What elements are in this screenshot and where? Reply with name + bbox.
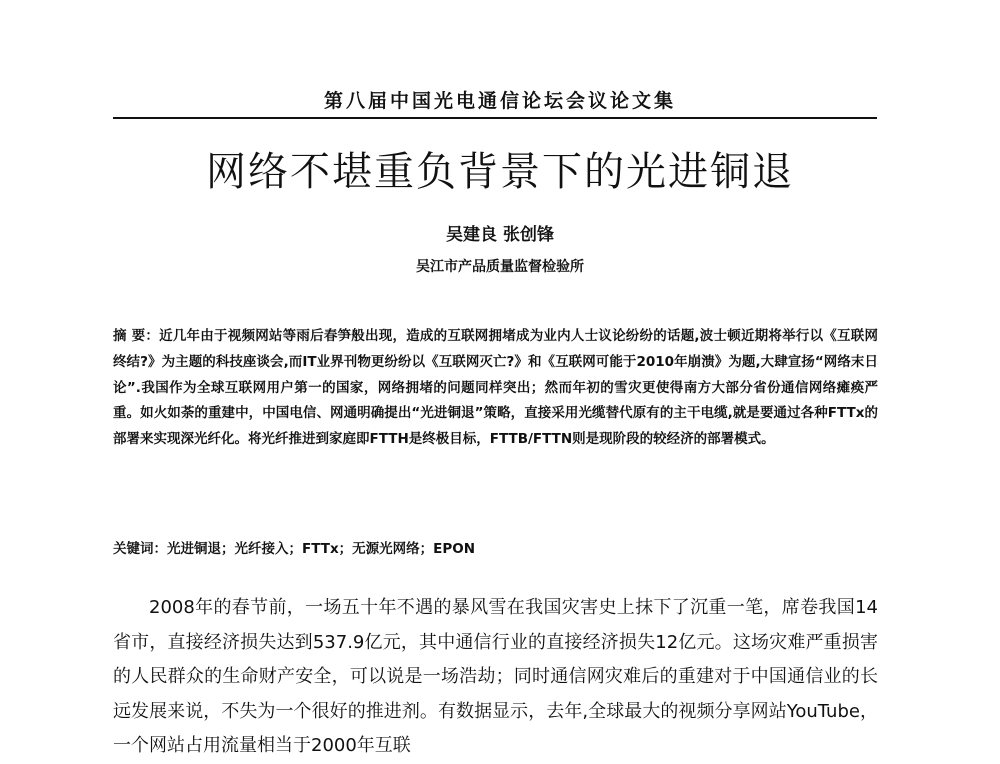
body-paragraph: 2008年的春节前，一场五十年不遇的暴风雪在我国灾害史上抹下了沉重一笔，席卷我国14省市，直接经济损失达到537.9亿元，其中通信行业的直接经济损失12亿元。这场灾难严重损害的人民群众的生命财产安全，可以说是一场浩劫；同时通信网灾难后的重建对于中国通信业的长远发展来说，不失为一个很好的推进剂。有数据显示，去年,全球最大的视频分享网站YouTube，一个网站占用流量相当于2000年互联 [113,597,878,756]
affiliation: 吴江市产品质量监督检验所 [416,259,584,275]
keywords-label: 关键词： [113,541,167,557]
abstract-text: 近几年由于视频网站等雨后春笋般出现，造成的互联网拥堵成为业内人士议论纷纷的话题,波士顿近期将举行以《互联网终结?》为主题的科技座谈会,而IT业界刊物更纷纷以《互联网灭亡?》和《互联网可能于2010年崩溃》为题,大肆宣扬“网络末日论”.我国作为全球互联网用户第一的国家，网络拥堵的问题同样突出；然而年初的雪灾更使得南方大部分省份通信网络瘫痪严重。如火如荼的重建中，中国电信、网通明确提出“光进铜退”策略，直接采用光缆替代原有的主干电缆,就是要通过各种FTTx的部署来实现深光纤化。将光纤推进到家庭即FTTH是终极目标，FTTB/FTTN则是现阶段的较经济的部署模式。 [113,328,878,448]
abstract [113,324,878,453]
abstract-label: 摘 要： [113,328,160,344]
keywords-text: 光进铜退；光纤接入；FTTx；无源光网络；EPON [167,541,476,557]
header-rule [113,117,877,119]
authors: 吴建良 张创锋 [446,225,554,245]
keywords [113,537,878,561]
article-title: 网络不堪重负背景下的光进铜退 [206,149,794,195]
running-header: 第八届中国光电通信论坛会议论文集 [323,90,676,112]
